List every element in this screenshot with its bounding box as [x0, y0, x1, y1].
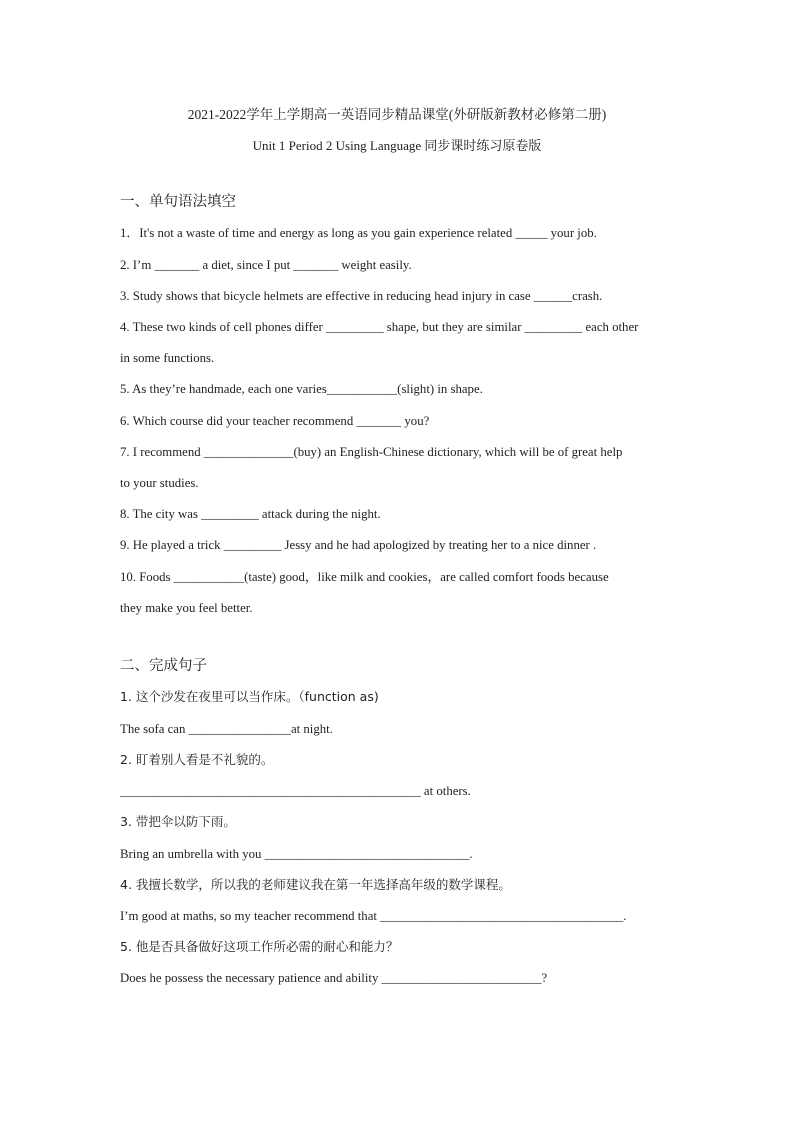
- exercise-line: in some functions.: [120, 351, 215, 365]
- exercise-line: 9. He played a trick _________ Jessy and he had apologized by treating her to a nice dinner .: [120, 538, 597, 552]
- exercise-line: 7. I recommend ______________(buy) an English-Chinese dictionary, which will be of great help: [120, 445, 623, 459]
- exercise-line: _______________________________________________ at others.: [120, 784, 471, 798]
- exercise-line: 6. Which course did your teacher recommend _______ you?: [120, 414, 430, 428]
- exercise-line: I’m good at maths, so my teacher recommend that ______________________________________.: [120, 909, 627, 923]
- section-heading-grammar-fill: 一、单句语法填空: [120, 194, 236, 210]
- exercise-line: to your studies.: [120, 476, 199, 490]
- exercise-prompt: 3. 带把伞以防下雨。: [120, 814, 236, 829]
- exercise-line: The sofa can ________________at night.: [120, 722, 333, 736]
- document-subtitle: Unit 1 Period 2 Using Language 同步课时练习原卷版: [252, 138, 542, 153]
- exercise-line: they make you feel better.: [120, 601, 253, 615]
- exercise-line: 2. I’m _______ a diet, since I put _______ weight easily.: [120, 258, 412, 272]
- exercise-prompt: 5. 他是否具备做好这项工作所必需的耐心和能力？: [120, 939, 399, 954]
- exercise-line: Does he possess the necessary patience and ability _________________________?: [120, 971, 548, 985]
- exercise-prompt: 2. 盯着别人看是不礼貌的。: [120, 752, 274, 767]
- document-title: 2021-2022学年上学期高一英语同步精品课堂(外研版新教材必修第二册): [187, 107, 607, 122]
- section-heading-complete-sentences: 二、完成句子: [120, 658, 207, 674]
- exercise-line: 4. These two kinds of cell phones differ _________ shape, but they are similar _________ each other: [120, 320, 639, 334]
- exercise-line: 8. The city was _________ attack during the night.: [120, 507, 381, 521]
- exercise-line: 10. Foods ___________(taste) good，like milk and cookies，are called comfort foods because: [120, 570, 609, 584]
- exercise-line: Bring an umbrella with you ________________________________.: [120, 847, 473, 861]
- exercise-line: 5. As they’re handmade, each one varies___________(slight) in shape.: [120, 382, 483, 396]
- exercise-prompt: 4. 我擅长数学，所以我的老师建议我在第一年选择高年级的数学课程。: [120, 877, 511, 892]
- exercise-line: 3. Study shows that bicycle helmets are effective in reducing head injury in case ______crash.: [120, 289, 603, 303]
- exercise-line: 1．It's not a waste of time and energy as long as you gain experience related _____ your job.: [120, 226, 597, 240]
- exercise-prompt: 1. 这个沙发在夜里可以当作床。（function as): [120, 689, 379, 704]
